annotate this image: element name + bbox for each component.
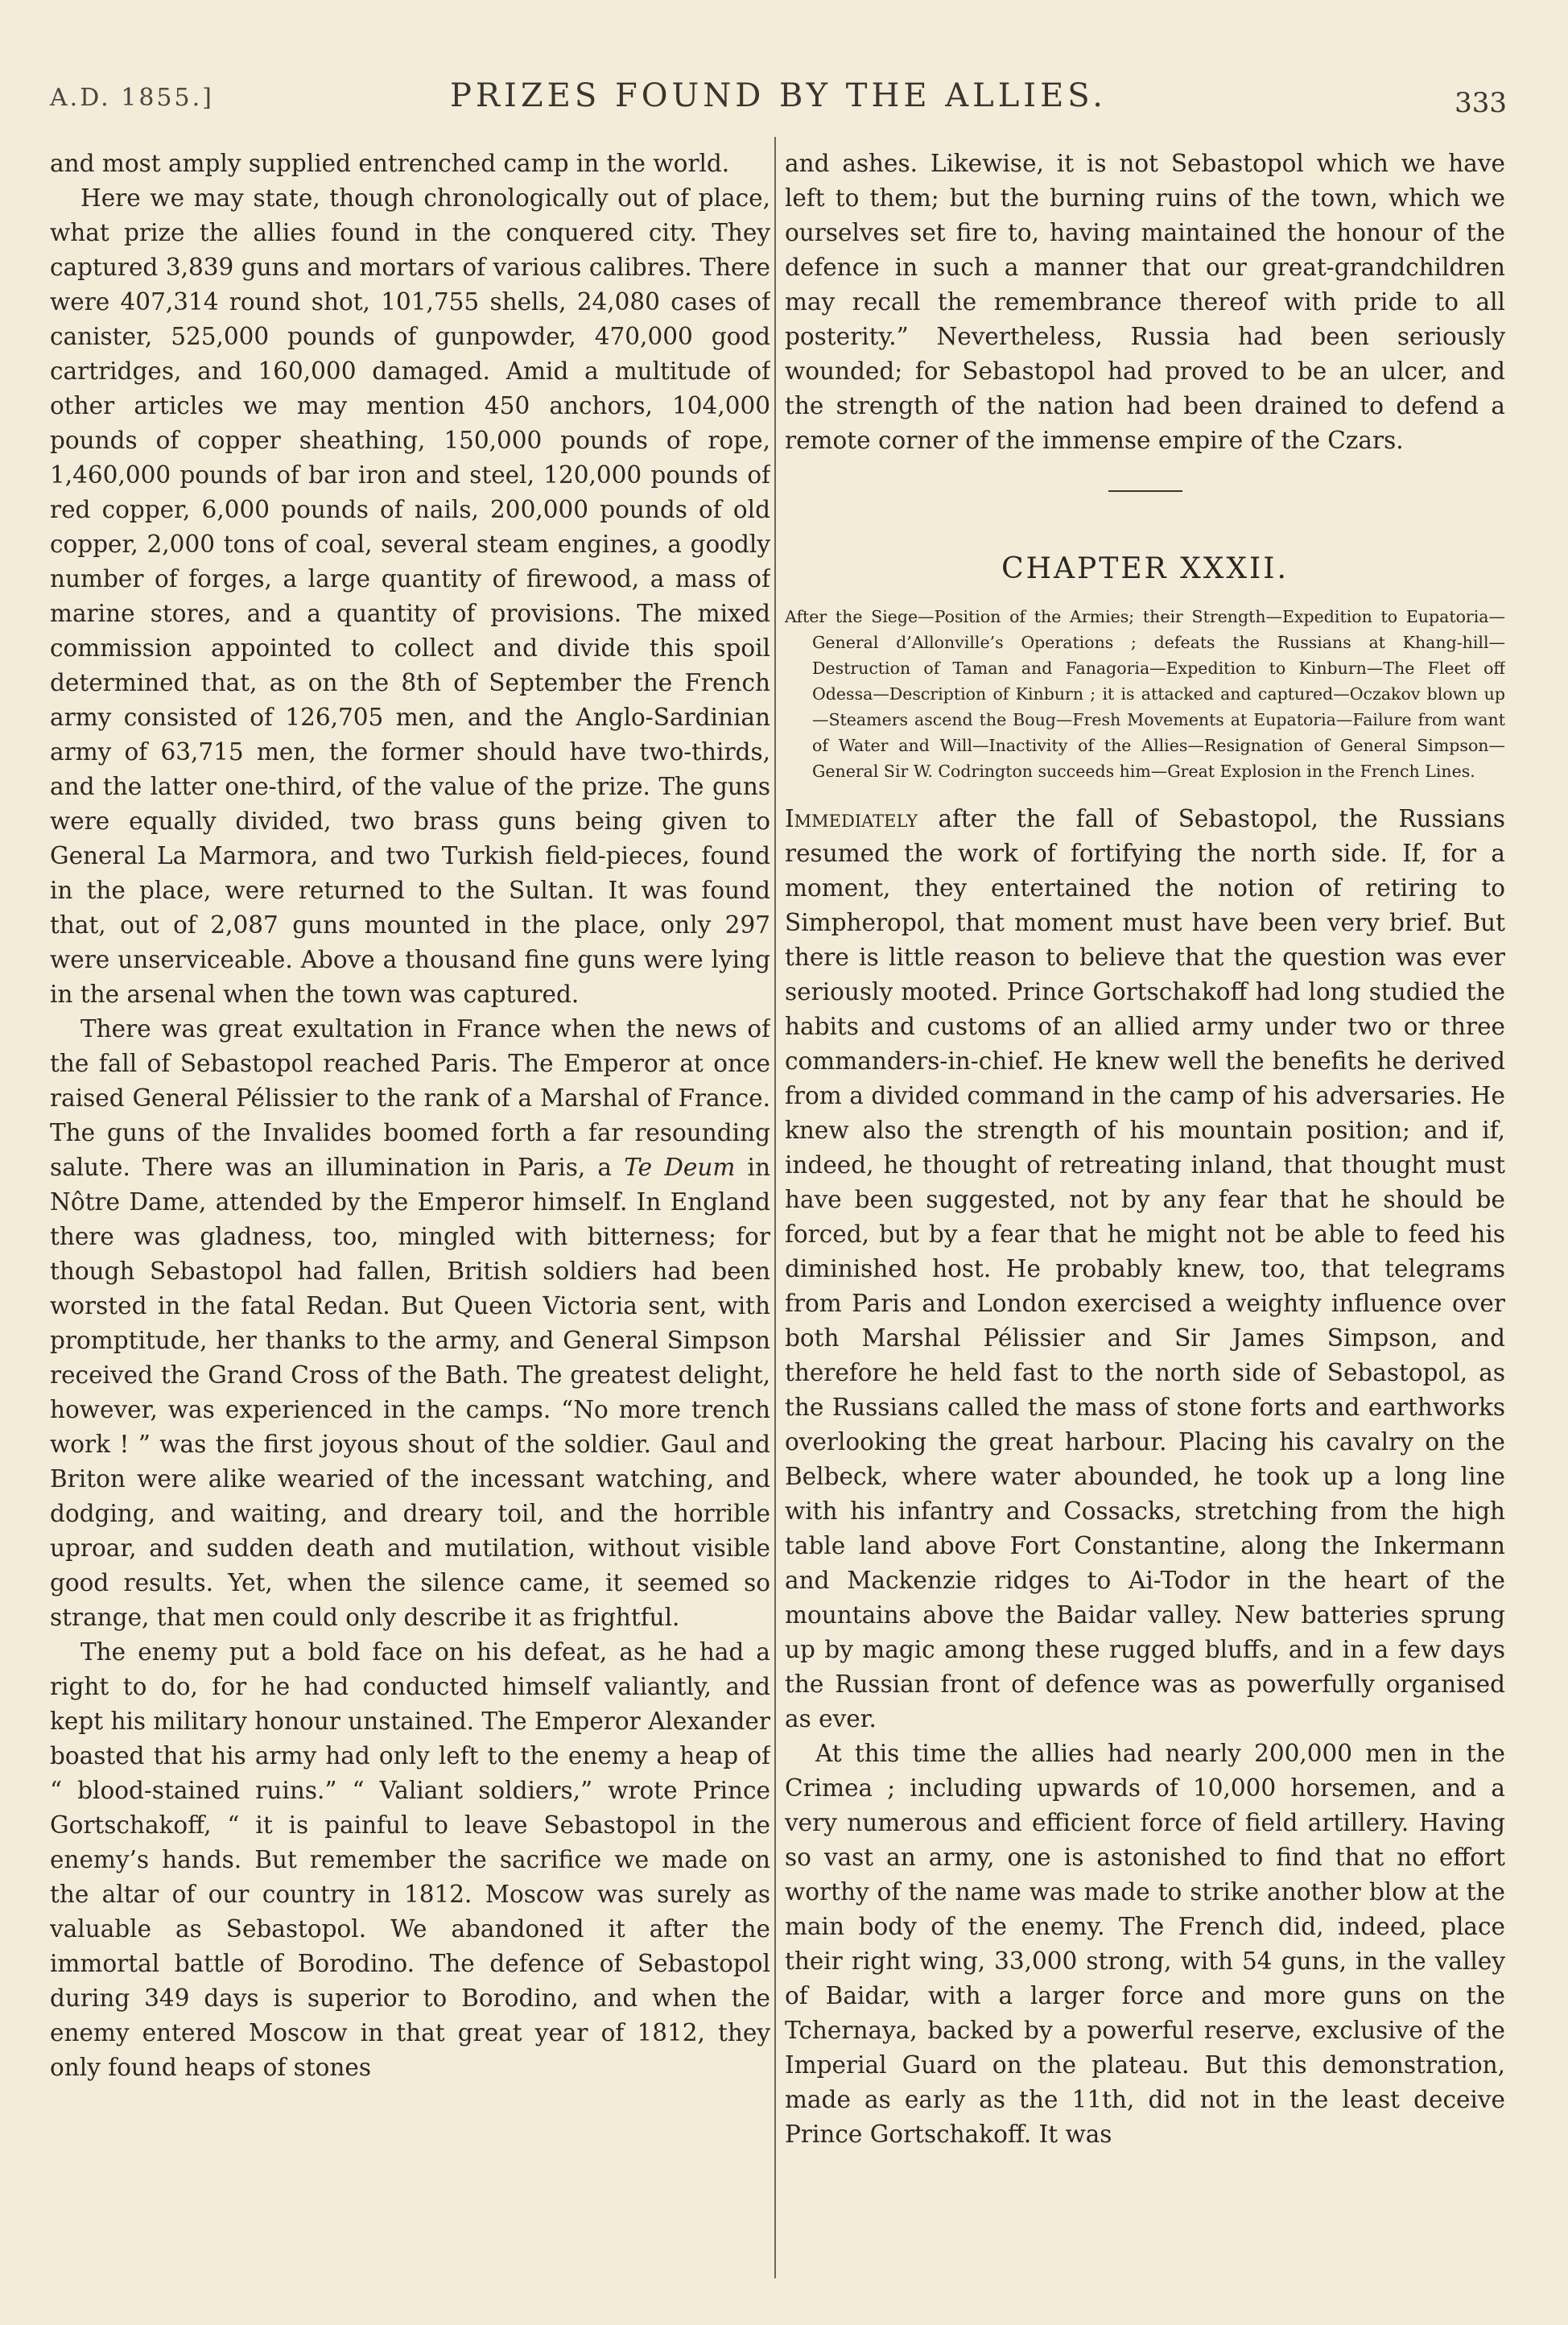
paragraph: At this time the allies had nearly 200,000 men in the Crimea ; including upwards of 10,000 horsemen, and a very numerous and efficient force of field artillery. Having so vast an army, one is astonished to find that no effort worthy of the name was made to strike another blow at the main body of the enemy. The French did, indeed, place their right wing, 33,000 strong, with 54 guns, in the valley of Baidar, with a larger force and more guns on the Tchernaya, backed by a powerful reserve, exclusive of the Imperial Guard on the plateau. But this demonstration, made as early as the 11th, did not in the least deceive Prince Gortschakoff. It was bbox=[785, 1740, 1505, 2148]
paragraph bbox=[785, 802, 1505, 1737]
text-run: in Nôtre Dame, attended by the Emperor himself. In England there was gladness, too, mingled with bitterness; for though Sebastopol had fallen, British soldiers had been worsted in the fatal Redan. But Queen Victoria sent, with promptitude, her thanks to the army, and General Simpson received the Grand Cross of the Bath. The greatest delight, however, was experienced in the camps. “No more trench work ! ” was the first joyous shout of the soldier. Gaul and Briton were alike wearied of the incessant watching, and dodging, and waiting, and dreary toil, and the horrible uproar, and sudden death and mutilation, without visible good results. Yet, when the silence came, it seemed so strange, that men could only describe it as frightful. bbox=[50, 1154, 770, 1631]
text-run: after the fall of Sebastopol, the Russians resumed the work of fortifying the north side. If, for a moment, they entertained the notion of retiring to Simpheropol, that moment must have been very brief. But there is little reason to believe that the question was ever seriously mooted. Prince Gortschakoff had long studied the habits and customs of an allied army under two or three commanders-in-chief. He knew well the benefits he derived from a divided command in the camp of his adversaries. He knew also the strength of his mountain position; and if, indeed, he thought of retreating inland, that thought must have been suggested, not by any fear that he should be forced, but by a fear that he might not be able to feed his diminished host. He probably knew, too, that telegrams from Paris and London exercised a weighty influence over both Marshal Pélissier and Sir James Simpson, and therefore he held fast to the north side of Sebastopol, as the Russians called the mass of stone forts and earthworks overlooking the great harbour. Placing his cavalry on the Belbeck, where water abounded, he took up a long line with his infantry and Cossacks, stretching from the high table land above Fort Constantine, along the Inkermann and Mackenzie ridges to Ai-Todor in the heart of the mountains above the Baidar valley. New batteries sprung up by magic among these rugged bluffs, and in a few days the Russian front of defence was as powerfully organised as ever. bbox=[785, 805, 1505, 1732]
italic-text: Te Deum bbox=[624, 1154, 736, 1181]
chapter-title: CHAPTER XXXII. bbox=[1001, 552, 1289, 585]
paragraph: Here we may state, though chronologically out of place, what prize the allies found in the conquered city. They captured 3,839 guns and mortars of various calibres. There were 407,314 round shot, 101,755 shells, 24,080 cases of canister, 525,000 pounds of gunpowder, 470,000 good cartridges, and 160,000 damaged. Amid a multitude of other articles we may mention 450 anchors, 104,000 pounds of copper sheathing, 150,000 pounds of rope, 1,460,000 pounds of bar iron and steel, 120,000 pounds of red copper, 6,000 pounds of nails, 200,000 pounds of old copper, 2,000 tons of coal, several steam engines, a goodly number of forges, a large quantity of firewood, a mass of marine stores, and a quantity of provisions. The mixed commission appointed to collect and divide this spoil determined that, as on the 8th of September the French army consisted of 126,705 men, and the Anglo-Sardinian army of 63,715 men, the former should have two-thirds, and the latter one-third, of the value of the prize. The guns were equally divided, two brass guns being given to General La Marmora, and two Turkish field-pieces, found in the place, were returned to the Sultan. It was found that, out of 2,087 guns mounted in the place, only 297 were unserviceable. Above a thousand fine guns were lying in the arsenal when the town was captured. bbox=[50, 184, 770, 1008]
text-run: There was great exultation in France when the news of the fall of Sebastopol reached Paris. The Emperor at once raised General Pélissier to the rank of a Marshal of France. The guns of the Invalides boomed forth a far resounding salute. There was an illumination in Paris, a bbox=[50, 1015, 770, 1181]
column-divider bbox=[774, 137, 776, 2278]
header-title: PRIZES FOUND BY THE ALLIES. bbox=[450, 77, 1107, 114]
paragraph bbox=[50, 1012, 770, 1635]
left-column bbox=[50, 147, 770, 2280]
paragraph: The enemy put a bold face on his defeat, as he had a right to do, for he had conducted himself valiantly, and kept his military honour unstained. The Emperor Alexander boasted that his army had only left to the enemy a heap of “ blood-stained ruins.” “ Valiant soldiers,” wrote Prince Gortschakoff, “ it is painful to leave Sebastopol in the enemy’s hands. But remember the sacrifice we made on the altar of our country in 1812. Moscow was surely as valuable as Sebastopol. We abandoned it after the immortal battle of Borodino. The defence of Sebastopol during 349 days is superior to Borodino, and when the enemy entered Moscow in that great year of 1812, they only found heaps of stones bbox=[50, 1638, 770, 2081]
drop-word: Immediately bbox=[785, 805, 918, 832]
paragraph: and most amply supplied entrenched camp in the world. bbox=[50, 150, 730, 177]
right-column bbox=[785, 147, 1505, 2280]
running-header bbox=[50, 77, 1507, 126]
chapter-synopsis: After the Siege—Position of the Armies; their Strength—Expedition to Eupatoria—General d’Allonville’s Operations ; defeats the Russians at Khang-hill—Destruction of Taman and Fanagoria—Expedition to Kinburn—The Fleet off Odessa—Description of Kinburn ; it is attacked and captured—Oczakov blown up—Steamers ascend the Boug—Fresh Movements at Eupatoria—Failure from want of Water and Will—Inactivity of the Allies—Resignation of General Simpson—General Sir W. Codrington succeeds him—Great Explosion in the French Lines. bbox=[785, 607, 1505, 781]
header-date: A.D. 1855.] bbox=[50, 84, 214, 112]
paragraph: and ashes. Likewise, it is not Sebastopol which we have left to them; but the burning ruins of the town, which we ourselves set fire to, having maintained the honour of the defence in such a manner that our great-grandchildren may recall the remembrance thereof with pride to all posterity.” Nevertheless, Russia had been seriously wounded; for Sebastopol had proved to be an ulcer, and the strength of the nation had been drained to defend a remote corner of the immense empire of the Czars. bbox=[785, 150, 1505, 454]
section-rule bbox=[1108, 490, 1182, 492]
page-number: 333 bbox=[1455, 87, 1507, 119]
